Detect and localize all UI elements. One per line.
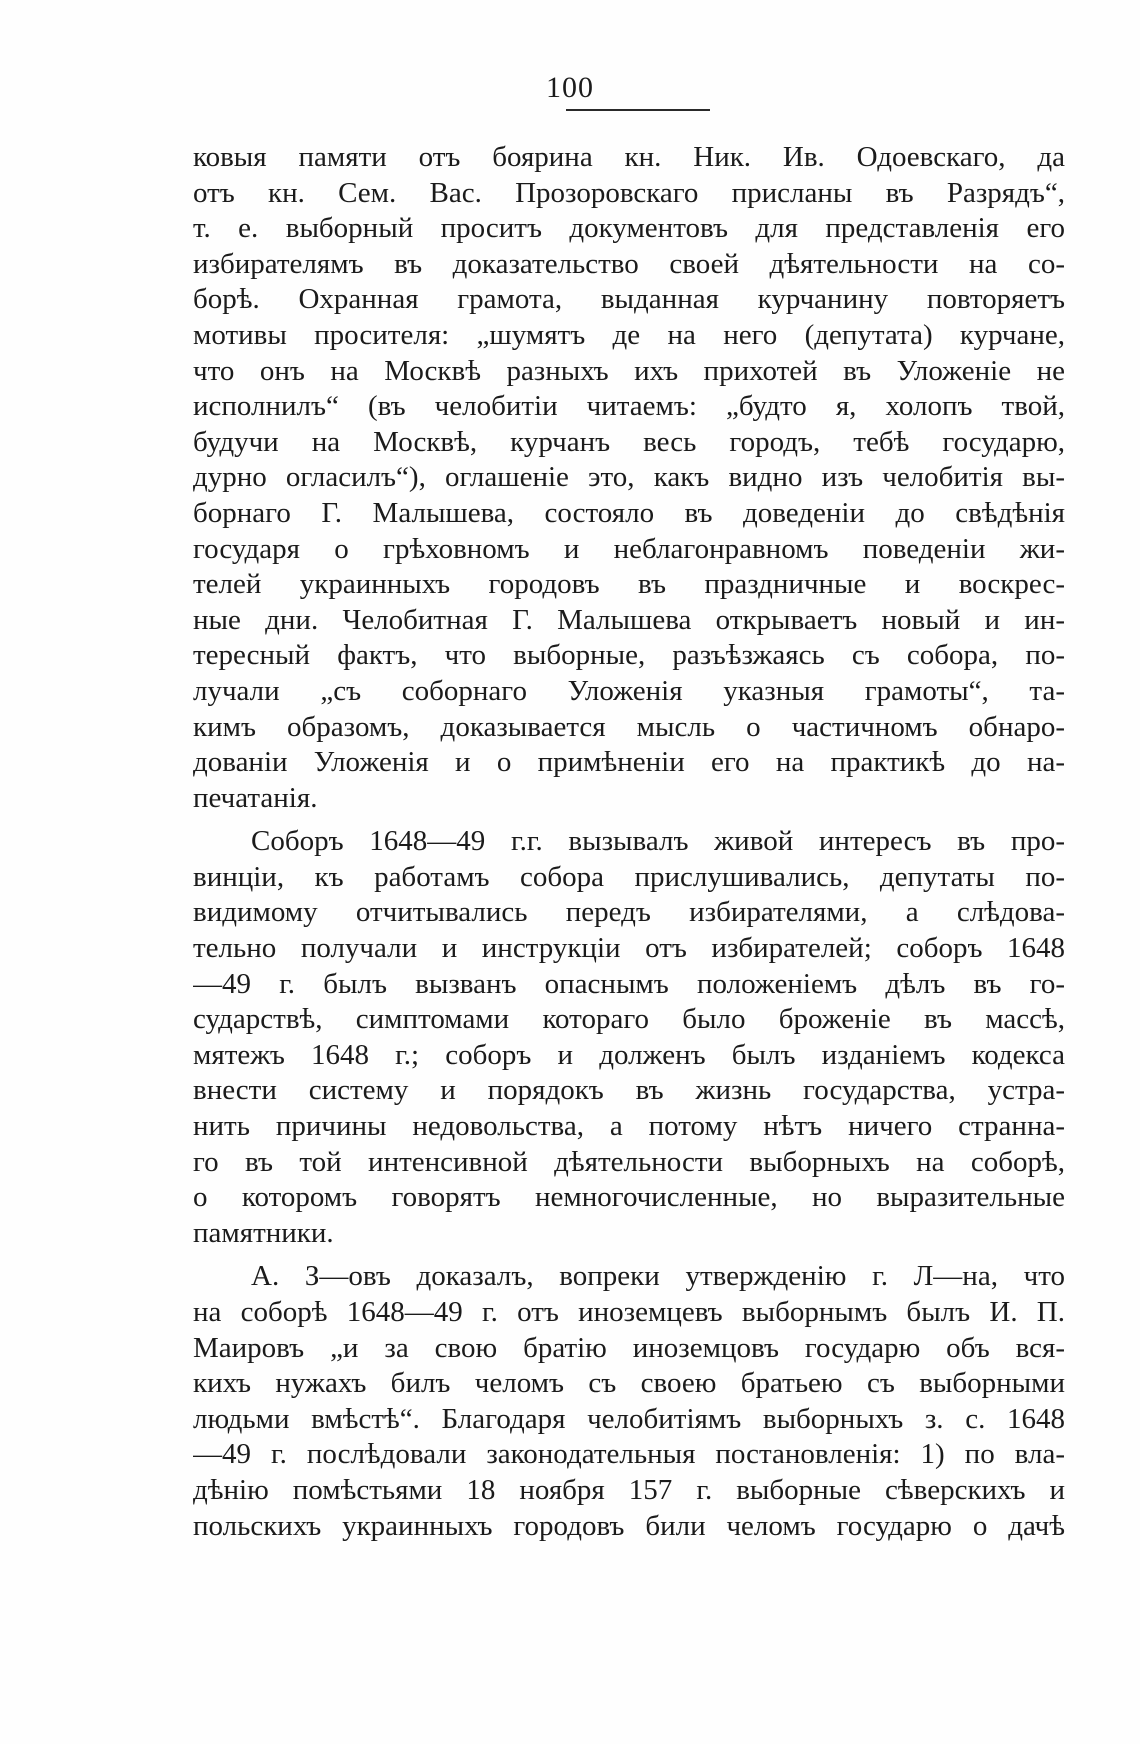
page-number-rule	[566, 109, 710, 111]
text-line: тересный фактъ, что выборные, разъѣзжаясь съ собора, по-	[193, 639, 1065, 672]
text-line: ковыя памяти отъ боярина кн. Ник. Ив. Одоевскаго, да	[193, 141, 1065, 173]
text-line: борѣ. Охранная грамота, выданная курчанину повторяетъ	[193, 283, 1065, 316]
text-line: кимъ образомъ, доказывается мысль о частичномъ обнаро-	[193, 710, 1065, 743]
text-line: —49 г. былъ вызванъ опаснымъ положеніемъ дѣлъ въ го-	[193, 967, 1065, 1000]
text-line: отъ кн. Сем. Вас. Прозоровскаго присланы въ Разрядъ“,	[193, 176, 1065, 209]
text-line: ные дни. Челобитная Г. Малышева открываетъ новый и ин-	[193, 603, 1065, 636]
text-line: дурно огласилъ“), оглашеніе это, какъ видно изъ челобитія вы-	[193, 461, 1065, 494]
text-line: т. е. выборный проситъ документовъ для представленія его	[193, 212, 1065, 245]
text-line: нить причины недовольства, а потому нѣтъ ничего странна-	[193, 1110, 1065, 1143]
text-line: видимому отчитывались передъ избирателями, а слѣдова-	[193, 896, 1065, 929]
text-line: борнаго Г. Малышева, состояло въ доведеніи до свѣдѣнія	[193, 496, 1065, 529]
text-line: памятники.	[193, 1216, 334, 1249]
text-line: дованіи Уложенія и о примѣненіи его на практикѣ до на-	[193, 746, 1065, 779]
text-line: Маировъ „и за свою братію иноземцовъ государю объ вся-	[193, 1331, 1065, 1364]
text-line: Соборъ 1648—49 г.г. вызывалъ живой интересъ въ про-	[251, 825, 1065, 858]
text-line: что онъ на Москвѣ разныхъ ихъ прихотей въ Уложеніе не	[193, 354, 1065, 387]
text-line: —49 г. послѣдовали законодательныя постановленія: 1) по вла-	[193, 1438, 1065, 1471]
text-line: будучи на Москвѣ, курчанъ весь городъ, тебѣ государю,	[193, 425, 1065, 458]
text-line: польскихъ украинныхъ городовъ били челомъ государю о дачѣ	[193, 1509, 1065, 1542]
text-line: мятежъ 1648 г.; соборъ и долженъ былъ изданіемъ кодекса	[193, 1038, 1065, 1071]
text-line: тельно получали и инструкціи отъ избирателей; соборъ 1648	[193, 932, 1065, 965]
main-text	[193, 140, 1065, 1544]
text-line: лучали „съ соборнаго Уложенія указныя грамоты“, та-	[193, 674, 1065, 707]
paragraph-1	[193, 140, 1065, 816]
text-line: внести систему и порядокъ въ жизнь государства, устра-	[193, 1074, 1065, 1107]
text-line: дѣнію помѣстьями 18 ноября 157 г. выборные сѣверскихъ и	[193, 1473, 1065, 1506]
text-line: о которомъ говорятъ немногочисленные, но выразительные	[193, 1181, 1065, 1214]
text-line: на соборѣ 1648—49 г. отъ иноземцевъ выборнымъ былъ И. П.	[193, 1296, 1065, 1328]
page-number: 100	[546, 71, 594, 104]
text-line: сударствѣ, симптомами котораго было броженіе въ массѣ,	[193, 1003, 1065, 1036]
text-line: А. З—овъ доказалъ, вопреки утвержденію г. Л—на, что	[251, 1260, 1065, 1293]
text-line: го въ той интенсивной дѣятельности выборныхъ на соборѣ,	[193, 1145, 1065, 1178]
text-line: кихъ нужахъ билъ челомъ съ своею братьею съ выборными	[193, 1367, 1065, 1400]
text-line: винціи, къ работамъ собора прислушивались, депутаты по-	[193, 860, 1065, 893]
text-line: печатанія.	[193, 781, 318, 814]
text-line: мотивы просителя: „шумятъ де на него (депутата) курчане,	[193, 318, 1065, 351]
text-line: исполнилъ“ (въ челобитіи читаемъ: „будто я, холопъ твой,	[193, 390, 1065, 423]
paragraph-3	[193, 1259, 1065, 1544]
text-line: государя о грѣховномъ и неблагонравномъ поведеніи жи-	[193, 532, 1065, 565]
text-line: телей украинныхъ городовъ въ праздничные и воскрес-	[193, 568, 1065, 601]
text-line: людьми вмѣстѣ“. Благодаря челобитіямъ выборныхъ з. с. 1648	[193, 1402, 1065, 1435]
text-line: избирателямъ въ доказательство своей дѣятельности на со-	[193, 247, 1065, 280]
paragraph-2	[193, 824, 1065, 1251]
